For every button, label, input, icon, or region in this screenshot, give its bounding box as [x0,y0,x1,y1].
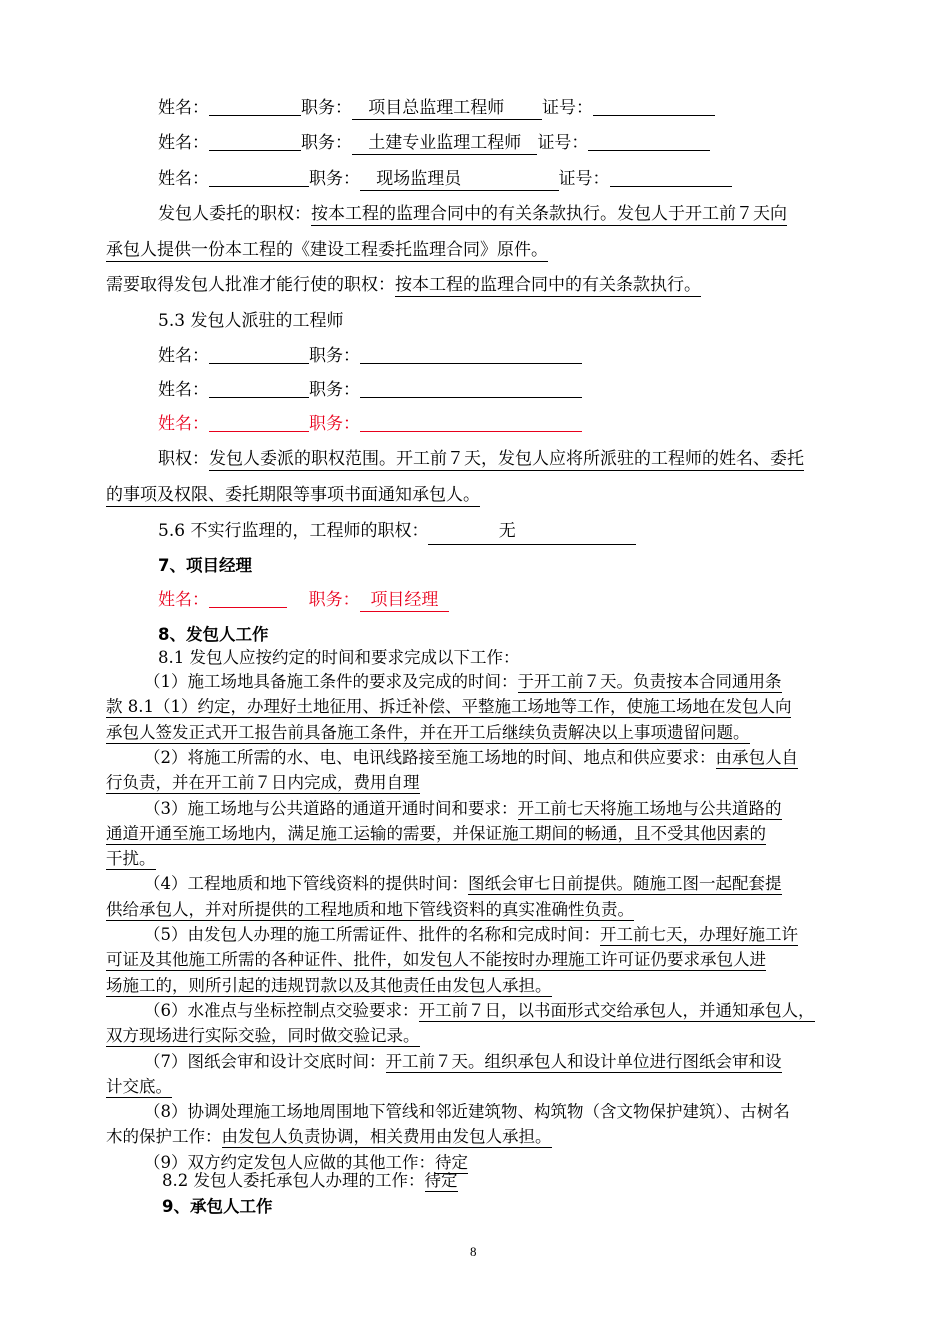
approval-power-line: 需要取得发包人批准才能行使的职权：按本工程的监理合同中的有关条款执行。 [106,275,701,295]
title-label: 职务： [301,98,352,118]
work-item-5-line-1: （5）由发包人办理的施工所需证件、批件的名称和完成时间：开工前七天，办理好施工许 [144,925,798,944]
name-label: 姓名： [158,98,209,118]
title-value: 土建专业监理工程师 [352,133,537,155]
work-item-2-line-2: 行负责，并在开工前７日内完成，费用自理 [106,773,420,793]
work-item-1-line-1: （1）施工场地具备施工条件的要求及完成的时间：于开工前７天。负责按本合同通用条 [144,672,782,691]
work-item-3-line-3: 干扰。 [106,849,156,869]
title-label: 职务： [301,133,352,153]
work-item-7-line-2: 计交底。 [106,1076,172,1096]
work-item-7-line-1: （7）图纸会审和设计交底时间：开工前７天。组织承包人和设计单位进行图纸会审和设 [144,1051,782,1071]
work-item-3-line-1: （3）施工场地与公共道路的通道开通时间和要求：开工前七天将施工场地与公共道路的 [144,798,782,818]
name-label: 姓名： [158,169,209,189]
engineer-row-3: 姓名： 职务： [158,412,582,436]
engineer-row-1: 姓名： 职务： [158,344,582,368]
work-item-5-line-2: 可证及其他施工所需的各种证件、批件，如发包人不能按时办理施工许可证仍要求承包人进 [106,950,766,970]
work-item-6-line-1: （6）水准点与坐标控制点交验要求：开工前７日，以书面形式交给承包人，并通知承包人， [144,1000,815,1020]
name-blank [209,97,301,116]
engineer-power-line-1: 职权：发包人委派的职权范围。开工前７天，发包人应将所派驻的工程师的姓名、委托 [158,449,804,469]
engineer-power-line-2: 的事项及权限、委托期限等事项书面通知承包人。 [106,485,480,505]
section-7-heading: 7、项目经理 [158,556,252,575]
supervisor-row-2 [158,131,710,155]
delegated-power-line-1: 发包人委托的职权：按本工程的监理合同中的有关条款执行。发包人于开工前７天向 [158,204,787,224]
project-manager-row: 姓名： 职务： 项目经理 [158,588,449,612]
work-item-1-line-2: 款 8.1（1）约定，办理好土地征用、拆迁补偿、平整施工场地等工作，使施工场地在发包人向 [106,697,792,717]
section-9-heading: 9、承包人工作 [162,1197,273,1216]
work-item-4-line-1: （4）工程地质和地下管线资料的提供时间：图纸会审七日前提供。随施工图一起配套提 [144,874,782,894]
section-5-3-heading: 5.3 发包人派驻的工程师 [158,311,344,331]
name-label: 姓名： [158,133,209,153]
work-item-4-line-2: 供给承包人，并对所提供的工程地质和地下管线资料的真实准确性负责。 [106,899,634,919]
cert-blank [610,168,732,187]
work-item-2-line-1: （2）将施工所需的水、电、电讯线路接至施工场地的时间、地点和供应要求：由承包人自 [144,747,798,767]
title-value: 项目总监理工程师 [352,98,542,120]
cert-label: 证号： [537,133,589,153]
supervisor-row-3 [158,167,732,191]
delegated-power-line-2: 承包人提供一份本工程的《建设工程委托监理合同》原件。 [106,240,548,260]
cert-label: 证号： [542,98,594,118]
engineer-row-2: 姓名： 职务： [158,378,582,402]
work-item-6-line-2: 双方现场进行实际交验，同时做交验记录。 [106,1026,420,1046]
work-item-8-line-1: （8）协调处理施工场地周围地下管线和邻近建筑物、构筑物（含文物保护建筑）、古树名 [144,1102,790,1122]
page-number: 8 [470,1244,477,1259]
work-item-1-line-3: 承包人签发正式开工报告前具备施工条件，并在开工后继续负责解决以上事项遗留问题。 [106,722,750,742]
section-5-6-line: 5.6 不实行监理的，工程师的职权： 无 [158,519,636,545]
name-blank [209,168,309,187]
supervisor-row-1 [158,96,715,120]
section-8-1-intro: 8.1 发包人应按约定的时间和要求完成以下工作： [158,648,520,667]
title-value: 现场监理员 [360,169,559,191]
work-item-8-line-2: 木的保护工作：由发包人负责协调，相关费用由发包人承担。 [106,1127,552,1147]
work-item-3-line-2: 通道开通至施工场地内，满足施工运输的需要，并保证施工期间的畅通，且不受其他因素的 [106,823,766,843]
work-item-9-line-1: （9）双方约定发包人应做的其他工作：待定 [144,1152,468,1172]
work-item-5-line-3: 场施工的，则所引起的违规罚款以及其他责任由发包人承担。 [106,975,552,995]
cert-blank [593,97,715,116]
section-8-2-line: 8.2 发包人委托承包人办理的工作：待定 [162,1171,458,1190]
title-label: 职务： [309,169,360,189]
cert-label: 证号： [558,169,610,189]
section-8-heading: 8、发包人工作 [158,625,269,644]
cert-blank [588,132,710,151]
name-blank [209,132,301,151]
